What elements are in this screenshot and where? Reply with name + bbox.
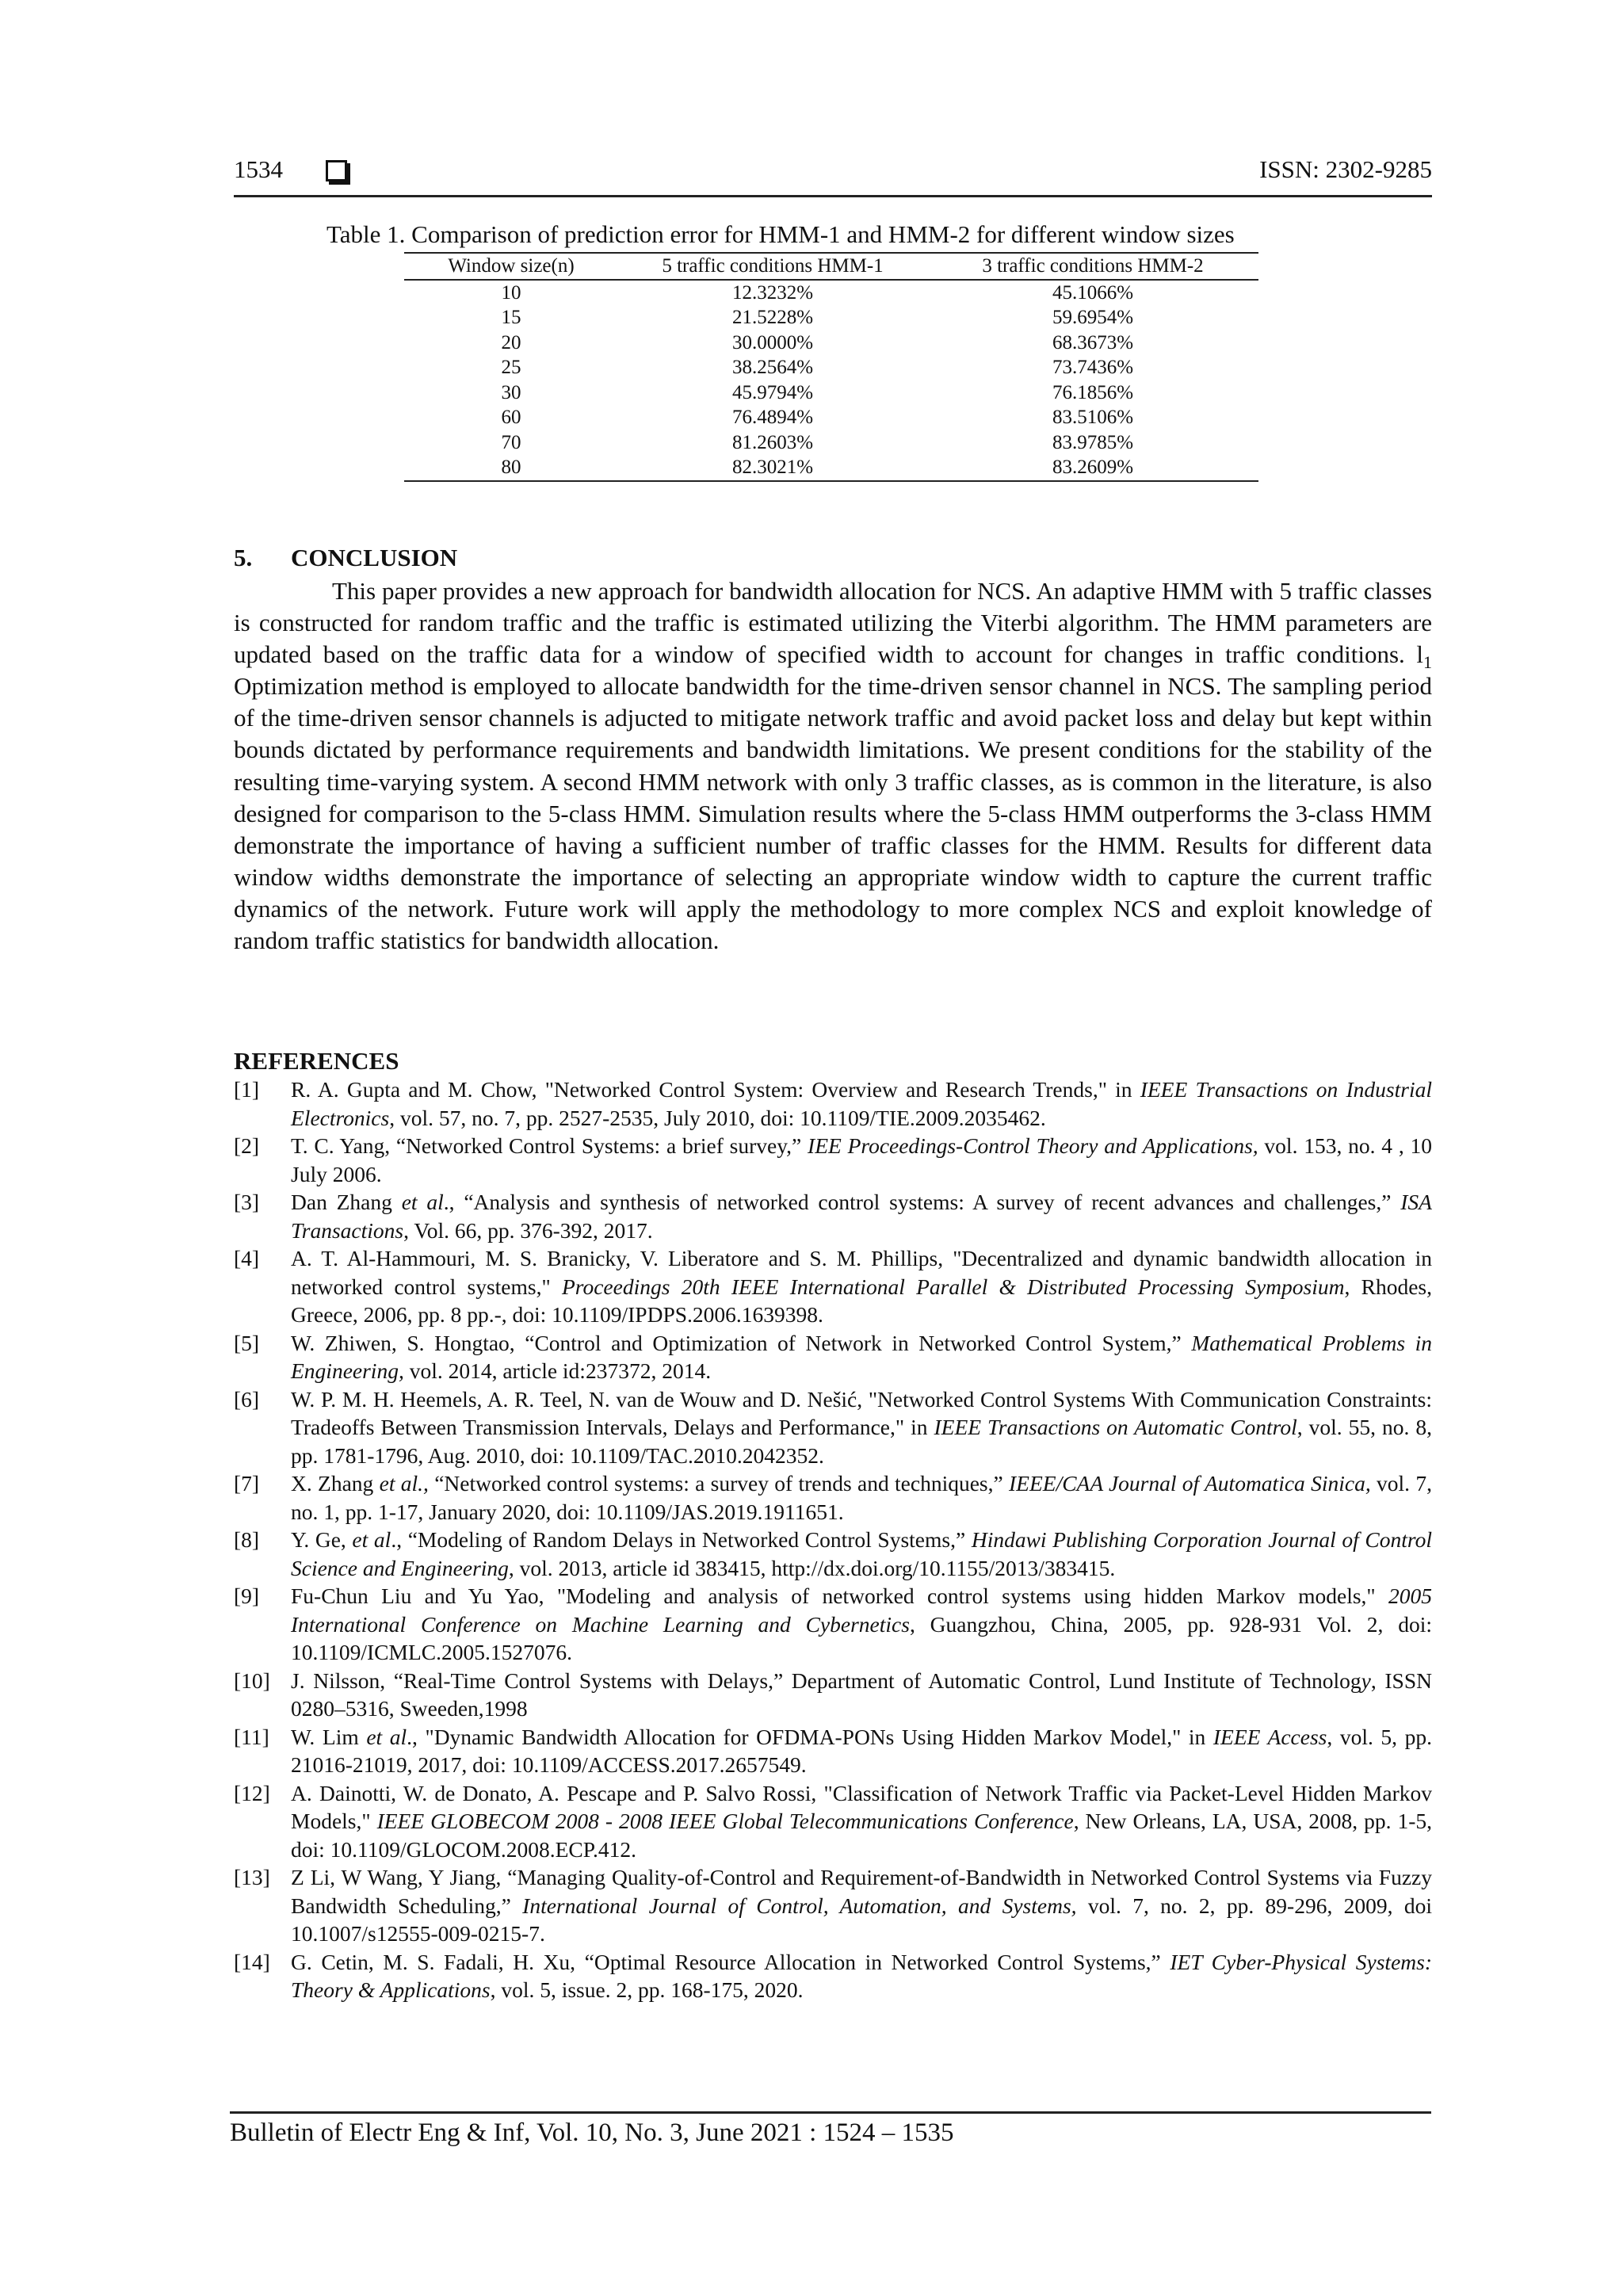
page-header (234, 155, 1432, 197)
reference-text: vol. 7, no. 1, pp. 1-17, January 2020, doi: 10.1109/JAS.2019.1911651. (291, 1471, 1432, 1524)
table-row (404, 380, 1258, 406)
table-cell: 73.7436% (1052, 357, 1134, 378)
table-cell: 38.2564% (731, 357, 814, 378)
reference-item (234, 1779, 1432, 1864)
conclusion-text-part1: This paper provides a new approach for bandwidth allocation for NCS. An adaptive HMM with 5 traffic classes is constructed for random traffic and the traffic is estimated utilizing the Viterbi algorithm. The HMM parameters are updated based on the traffic data for a window of specified width to account for changes in traffic conditions. l (234, 577, 1432, 669)
reference-text: “Networked control systems: a survey of trends and techniques,” (428, 1471, 1010, 1496)
reference-text: ., “Analysis and synthesis of networked control systems: A survey of recent advances and challenges,” (443, 1190, 1401, 1214)
table-body (404, 280, 1258, 481)
reference-text: Fu-Chun Liu and Yu Yao, "Modeling and analysis of networked control systems using hidden Markov models," (291, 1584, 1388, 1608)
reference-number: [8] (234, 1527, 260, 1552)
reference-item (234, 1329, 1432, 1385)
reference-number: [3] (234, 1190, 260, 1214)
reference-item (234, 1132, 1432, 1188)
reference-text: Hindawi Publishing Corporation Journal of Control Science and Engineering (291, 1527, 1432, 1580)
reference-text: y (1361, 1668, 1371, 1693)
table-cell: 76.4894% (731, 407, 814, 428)
reference-text: et al (352, 1527, 391, 1552)
reference-item (234, 1188, 1432, 1244)
reference-text: G. Cetin, M. S. Fadali, H. Xu, “Optimal Resource Allocation in Networked Control Systems,” (291, 1949, 1170, 1974)
reference-text: et al (401, 1190, 444, 1214)
square-bullet-icon (326, 160, 347, 181)
reference-number: [1] (234, 1077, 260, 1102)
reference-text: R. A. Gupta and M. Chow, "Networked Control System: Overview and Research Trends," in (291, 1077, 1140, 1102)
reference-text: et al (366, 1724, 407, 1749)
reference-item (234, 1667, 1432, 1723)
table-cell: 83.9785% (1052, 431, 1134, 453)
page-number: 1534 (234, 155, 283, 183)
table-cell: 20 (501, 331, 521, 353)
table-row (404, 405, 1258, 430)
reference-text: Z Li, W Wang, Y Jiang, “Managing Quality-of-Control and Requirement-of-Bandwidth in Networked Control Systems via Fuzzy Bandwidth Scheduling,” (291, 1865, 1432, 1918)
reference-item (234, 1948, 1432, 2004)
reference-text: , vol. 55, no. 8, pp. 1781-1796, Aug. 2010, doi: 10.1109/TAC.2010.2042352. (291, 1415, 1433, 1468)
reference-text: et al., (379, 1471, 429, 1496)
table-cell: 70 (501, 431, 521, 453)
reference-item (234, 1075, 1432, 1132)
table-cell: 83.2609% (1052, 457, 1134, 478)
reference-text: X. Zhang (291, 1471, 380, 1496)
reference-text: IEEE Transactions on Automatic Control (934, 1415, 1297, 1439)
conclusion-text-part2: Optimization method is employed to allocate bandwidth for the time-driven sensor channel in NCS. The sampling period of the time-driven sensor channels is adjucted to mitigate network traffic and avoid packet loss and delay but kept within bounds dictated by performance requirements and bandwidth limitations. We present conditions for the stability of the resulting time-varying system. A second HMM network with only 3 traffic classes, as is common in the literature, is also designed for comparison to the 5-class HMM. Simulation results where the 5-class HMM outperforms the 3-class HMM demonstrate the importance of having a sufficient number of traffic classes for the HMM. Results for different data window widths demonstrate the importance of selecting an appropriate window width to capture the current traffic dynamics of the network. Future work will apply the methodology to more complex NCS and exploit knowledge of random traffic statistics for bandwidth allocation. (234, 672, 1432, 955)
reference-item (234, 1723, 1432, 1779)
conclusion-paragraph (234, 575, 1432, 957)
references-list (234, 1075, 1432, 2004)
reference-number: [5] (234, 1330, 260, 1355)
reference-text: J. Nilsson, “Real-Time Control Systems with Delays,” Department of Automatic Control, Lund Institute of Technolog (291, 1668, 1361, 1693)
table-header-row (404, 253, 1258, 280)
references-heading: REFERENCES (234, 1047, 399, 1075)
reference-number: [9] (234, 1584, 260, 1608)
reference-text: vol. 7, no. 2, pp. 89-296, 2009, doi 10.1007/s12555-009-0215-7. (291, 1893, 1432, 1946)
table-cell: 81.2603% (731, 431, 814, 453)
reference-text: , Guangzhou, China, 2005, pp. 928-931 Vol. 2, doi: 10.1109/ICMLC.2005.1527076. (291, 1611, 1432, 1664)
reference-text: ., "Dynamic Bandwidth Allocation for OFDMA-PONs Using Hidden Markov Model," in (407, 1724, 1213, 1749)
reference-text: IEEE Access (1212, 1724, 1327, 1749)
table-cell: 80 (501, 457, 521, 478)
reference-number: [14] (234, 1949, 270, 1974)
table-caption: Table 1. Comparison of prediction error for HMM-1 and HMM-2 for different window sizes (327, 220, 1235, 248)
column-header: 3 traffic conditions HMM-2 (982, 255, 1204, 277)
reference-text: Mathematical Problems in Engineering, (291, 1330, 1432, 1383)
table-row (404, 430, 1258, 456)
reference-text: A. Dainotti, W. de Donato, A. Pescape and P. Salvo Rossi, "Classification of Network Traffic via Packet-Level Hidden Markov Models," (291, 1780, 1432, 1833)
reference-text: Proceedings 20th IEEE International Parallel & Distributed Processing Symposium (562, 1274, 1345, 1299)
comparison-table (404, 252, 1258, 482)
reference-text: IEEE Transactions on Industrial Electronics (291, 1077, 1432, 1130)
table-cell: 45.9794% (731, 381, 814, 403)
reference-number: [7] (234, 1471, 260, 1496)
table-row (404, 280, 1258, 306)
reference-text: Y. Ge, (291, 1527, 353, 1552)
reference-text: 2005 International Conference on Machine Learning and Cybernetics (291, 1584, 1432, 1637)
column-header: Window size(n) (448, 255, 575, 277)
section-heading (234, 544, 457, 572)
reference-text: W. Lim (291, 1724, 367, 1749)
reference-text: ., “Modeling of Random Delays in Networked Control Systems,” (391, 1527, 972, 1552)
reference-text: IET Cyber-Physical Systems: Theory & Applications (291, 1949, 1433, 2002)
table-cell: 60 (501, 407, 521, 428)
reference-text: , Rhodes, Greece, 2006, pp. 8 pp.-, doi: 10.1109/IPDPS.2006.1639398. (291, 1274, 1432, 1327)
table-cell: 15 (501, 307, 521, 328)
table-cell: 25 (501, 357, 521, 378)
reference-text: vol. 153, no. 4 , 10 July 2006. (291, 1133, 1432, 1186)
footer-citation: Bulletin of Electr Eng & Inf, Vol. 10, No. 3, June 2021 : 1524 – 1535 (230, 2118, 954, 2147)
reference-text: , New Orleans, LA, USA, 2008, pp. 1-5, doi: 10.1109/GLOCOM.2008.ECP.412. (291, 1809, 1432, 1862)
reference-text: IEEE GLOBECOM 2008 - 2008 IEEE Global Telecommunications Conference (376, 1809, 1074, 1833)
table-cell: 59.6954% (1052, 307, 1134, 328)
reference-text: vol. 2014, article id:237372, 2014. (403, 1358, 712, 1383)
table-cell: 68.3673% (1052, 331, 1134, 353)
reference-text: , Vol. 66, pp. 376-392, 2017. (403, 1217, 653, 1243)
table-row (404, 330, 1258, 356)
reference-text: A. T. Al-Hammouri, M. S. Branicky, V. Liberatore and S. M. Phillips, "Decentralized and dynamic bandwidth allocation in networked control systems," (291, 1246, 1432, 1299)
reference-text: , ISSN 0280–5316, Sweeden,1998 (291, 1668, 1433, 1721)
table-row (404, 455, 1258, 481)
reference-text: , vol. 5, issue. 2, pp. 168-175, 2020. (490, 1977, 804, 2002)
page-footer (230, 2111, 1431, 2148)
table-cell: 83.5106% (1052, 407, 1134, 428)
table-cell: 21.5228% (731, 307, 814, 328)
reference-number: [13] (234, 1865, 270, 1889)
reference-text: T. C. Yang, “Networked Control Systems: a brief survey,” (291, 1133, 808, 1158)
table-row (404, 355, 1258, 380)
column-header: 5 traffic conditions HMM-1 (662, 255, 884, 277)
reference-item (234, 1385, 1432, 1470)
reference-number: [2] (234, 1133, 260, 1158)
table-cell: 30 (501, 381, 521, 403)
reference-text: , vol. 5, pp. 21016-21019, 2017, doi: 10.1109/ACCESS.2017.2657549. (291, 1724, 1433, 1777)
reference-item (234, 1863, 1432, 1948)
reference-item (234, 1582, 1432, 1667)
table-cell: 30.0000% (731, 331, 814, 353)
reference-text: W. P. M. H. Heemels, A. R. Teel, N. van de Wouw and D. Nešić, "Networked Control Systems With Communication Constraints: Tradeoffs Between Transmission Intervals, Delays and Performance," in (291, 1386, 1432, 1439)
reference-text: Dan Zhang (291, 1190, 402, 1214)
section-title: CONCLUSION (291, 544, 458, 571)
reference-text: International Journal of Control, Automation, and Systems, (522, 1893, 1077, 1918)
reference-number: [12] (234, 1780, 270, 1805)
reference-text: , vol. 57, no. 7, pp. 2527-2535, July 2010, doi: 10.1109/TIE.2009.2035462. (389, 1105, 1046, 1130)
table-row (404, 305, 1258, 330)
reference-text: , vol. 2013, article id 383415, http://dx.doi.org/10.1155/2013/383415. (508, 1555, 1116, 1580)
table-cell: 82.3021% (731, 457, 814, 478)
reference-item (234, 1526, 1432, 1582)
table-cell: 12.3232% (731, 281, 814, 304)
reference-text: W. Zhiwen, S. Hongtao, “Control and Optimization of Network in Networked Control System,” (291, 1330, 1192, 1355)
reference-text: ISA Transactions (291, 1190, 1432, 1243)
reference-text: IEEE/CAA Journal of Automatica Sinica, (1009, 1471, 1371, 1496)
table-cell: 10 (501, 281, 521, 304)
reference-item (234, 1244, 1432, 1329)
reference-number: [6] (234, 1386, 260, 1412)
table-cell: 76.1856% (1052, 381, 1134, 403)
issn: ISSN: 2302-9285 (1259, 155, 1432, 183)
reference-number: [4] (234, 1246, 260, 1270)
conclusion-subscript: 1 (1423, 652, 1432, 673)
section-number: 5. (234, 544, 253, 571)
reference-text: IEE Proceedings-Control Theory and Applications, (808, 1133, 1258, 1158)
table-cell: 45.1066% (1052, 281, 1134, 304)
reference-number: [10] (234, 1668, 270, 1693)
reference-item (234, 1469, 1432, 1526)
reference-number: [11] (234, 1724, 269, 1749)
